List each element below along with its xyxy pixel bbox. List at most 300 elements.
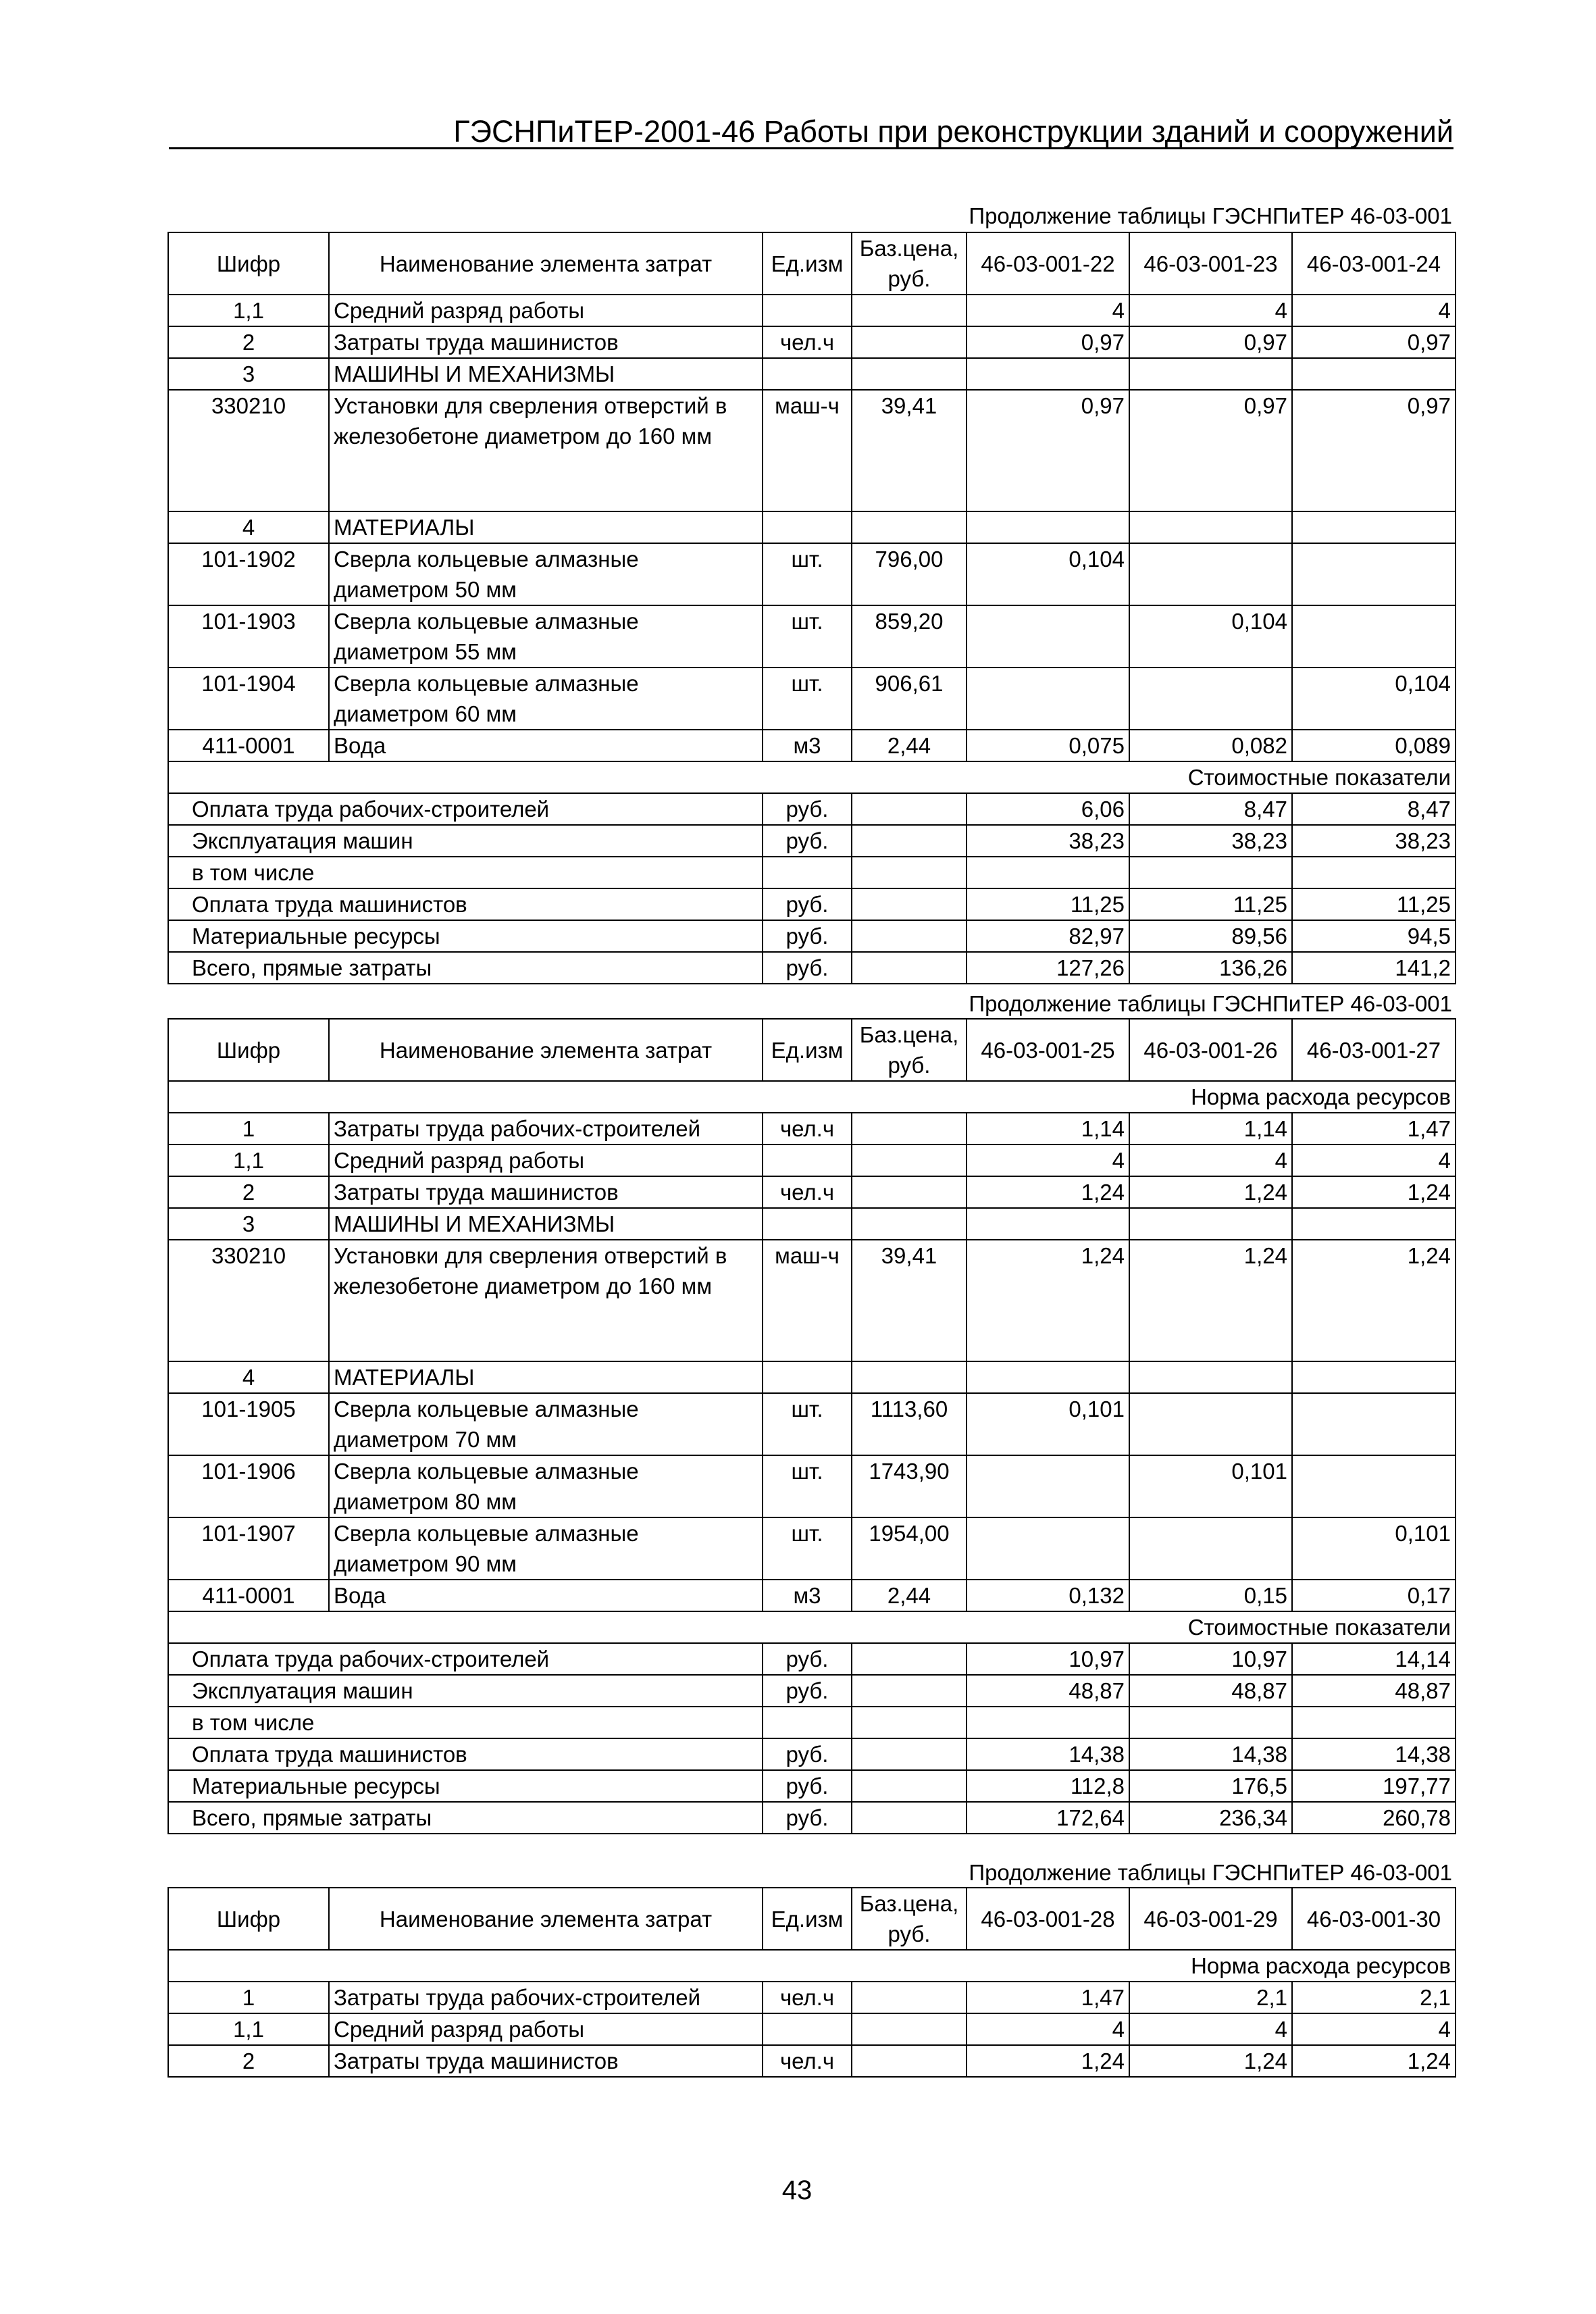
row-unit: [763, 2013, 852, 2045]
col-header-name: Наименование элемента затрат: [329, 232, 763, 295]
table-row: [168, 1517, 1456, 1580]
table-row: [168, 1580, 1456, 1611]
section-row: [168, 511, 1456, 543]
cost-label: Стоимостные показатели: [168, 1611, 1456, 1643]
row-base-price: 1113,60: [852, 1393, 967, 1455]
row-unit: [763, 1145, 852, 1176]
row-name: Сверла кольцевые алмазные диаметром 50 мм: [329, 543, 763, 605]
row-value-3: 4: [1292, 1145, 1456, 1176]
col-header-norm-3: 46-03-001-24: [1292, 232, 1456, 295]
row-base-price: 39,41: [852, 390, 967, 511]
row-value-3: [1292, 1455, 1456, 1517]
empty-cell: [852, 1675, 967, 1707]
row-value-3: 4: [1292, 295, 1456, 326]
summary-value-3: 94,5: [1292, 920, 1456, 952]
row-code: 101-1906: [168, 1455, 329, 1517]
row-base-price: [852, 2045, 967, 2077]
summary-value-3: [1292, 857, 1456, 888]
table-row: [168, 326, 1456, 358]
row-value-2: [1129, 1517, 1292, 1580]
section-title: МАШИНЫ И МЕХАНИЗМЫ: [329, 1208, 763, 1240]
row-value-2: 0,97: [1129, 390, 1292, 511]
summary-row: [168, 1707, 1456, 1738]
summary-row: [168, 825, 1456, 857]
summary-value-1: [967, 857, 1129, 888]
empty-cell: [967, 358, 1129, 390]
row-value-1: 1,14: [967, 1113, 1129, 1145]
col-header-name: Наименование элемента затрат: [329, 1019, 763, 1081]
empty-cell: [1292, 1361, 1456, 1393]
row-unit: м3: [763, 1580, 852, 1611]
section-row: [168, 358, 1456, 390]
running-header: ГЭСНПиТЕР-2001-46 Работы при реконструкции зданий и сооружений: [453, 114, 1453, 149]
row-name: Затраты труда рабочих-строителей: [329, 1982, 763, 2013]
row-code: 1: [168, 1982, 329, 2013]
row-code: 1,1: [168, 295, 329, 326]
summary-value-3: [1292, 1707, 1456, 1738]
empty-cell: [852, 793, 967, 825]
empty-cell: [852, 511, 967, 543]
row-value-1: 0,104: [967, 543, 1129, 605]
row-base-price: [852, 1145, 967, 1176]
row-value-1: [967, 1455, 1129, 1517]
row-unit: маш-ч: [763, 390, 852, 511]
row-unit: чел.ч: [763, 2045, 852, 2077]
row-value-1: 0,97: [967, 390, 1129, 511]
row-base-price: [852, 1982, 967, 2013]
row-base-price: 906,61: [852, 668, 967, 730]
table-row: [168, 1455, 1456, 1517]
row-code: 411-0001: [168, 730, 329, 761]
row-name: Установки для сверления отверстий в железобетоне диаметром до 160 мм: [329, 390, 763, 511]
row-name: Вода: [329, 1580, 763, 1611]
row-value-3: 1,24: [1292, 2045, 1456, 2077]
summary-row: [168, 920, 1456, 952]
summary-value-1: 48,87: [967, 1675, 1129, 1707]
summary-row: [168, 1738, 1456, 1770]
summary-label: Материальные ресурсы: [168, 1770, 763, 1802]
table-row: [168, 605, 1456, 668]
row-value-1: 0,101: [967, 1393, 1129, 1455]
col-header-unit: Ед.изм: [763, 232, 852, 295]
empty-cell: [852, 920, 967, 952]
row-base-price: [852, 295, 967, 326]
summary-label: Эксплуатация машин: [168, 1675, 763, 1707]
summary-label: Эксплуатация машин: [168, 825, 763, 857]
row-unit: м3: [763, 730, 852, 761]
row-code: 3: [168, 358, 329, 390]
row-value-1: 0,132: [967, 1580, 1129, 1611]
summary-label: Оплата труда рабочих-строителей: [168, 793, 763, 825]
row-code: 1: [168, 1113, 329, 1145]
row-name: Сверла кольцевые алмазные диаметром 70 мм: [329, 1393, 763, 1455]
summary-label: Всего, прямые затраты: [168, 1802, 763, 1834]
row-code: 2: [168, 1176, 329, 1208]
row-base-price: [852, 1176, 967, 1208]
row-base-price: 1954,00: [852, 1517, 967, 1580]
row-code: 330210: [168, 390, 329, 511]
row-value-3: 0,104: [1292, 668, 1456, 730]
row-value-2: 2,1: [1129, 1982, 1292, 2013]
summary-row: [168, 1802, 1456, 1834]
summary-row: [168, 857, 1456, 888]
col-header-norm-3: 46-03-001-27: [1292, 1019, 1456, 1081]
row-base-price: [852, 1113, 967, 1145]
row-value-2: 1,14: [1129, 1113, 1292, 1145]
table-row: [168, 1393, 1456, 1455]
row-value-1: 4: [967, 1145, 1129, 1176]
empty-cell: [1292, 1208, 1456, 1240]
row-value-2: 0,15: [1129, 1580, 1292, 1611]
row-unit: [763, 295, 852, 326]
summary-unit: руб.: [763, 1675, 852, 1707]
summary-label: Оплата труда машинистов: [168, 1738, 763, 1770]
row-unit: чел.ч: [763, 1982, 852, 2013]
resource-table: [168, 1018, 1456, 1834]
summary-value-2: 38,23: [1129, 825, 1292, 857]
row-value-2: 0,104: [1129, 605, 1292, 668]
table-row: [168, 2013, 1456, 2045]
empty-cell: [852, 1361, 967, 1393]
row-code: 101-1904: [168, 668, 329, 730]
col-header-code: Шифр: [168, 1019, 329, 1081]
row-unit: чел.ч: [763, 1176, 852, 1208]
empty-cell: [763, 1208, 852, 1240]
summary-row: [168, 793, 1456, 825]
empty-cell: [967, 1361, 1129, 1393]
col-header-price: Баз.цена, руб.: [852, 232, 967, 295]
row-name: Вода: [329, 730, 763, 761]
summary-value-2: 8,47: [1129, 793, 1292, 825]
summary-value-1: 38,23: [967, 825, 1129, 857]
col-header-norm-2: 46-03-001-26: [1129, 1019, 1292, 1081]
summary-value-2: 176,5: [1129, 1770, 1292, 1802]
empty-cell: [763, 358, 852, 390]
row-unit: шт.: [763, 1393, 852, 1455]
summary-value-1: 14,38: [967, 1738, 1129, 1770]
empty-cell: [852, 358, 967, 390]
row-value-2: 4: [1129, 1145, 1292, 1176]
table-row: [168, 1113, 1456, 1145]
row-unit: шт.: [763, 668, 852, 730]
row-name: Установки для сверления отверстий в железобетоне диаметром до 160 мм: [329, 1240, 763, 1361]
summary-value-3: 38,23: [1292, 825, 1456, 857]
row-value-3: 0,97: [1292, 390, 1456, 511]
row-name: Сверла кольцевые алмазные диаметром 55 мм: [329, 605, 763, 668]
norm-label: Норма расхода ресурсов: [168, 1081, 1456, 1113]
row-name: Затраты труда машинистов: [329, 1176, 763, 1208]
empty-cell: [852, 857, 967, 888]
summary-value-2: 14,38: [1129, 1738, 1292, 1770]
norm-label-row: [168, 1950, 1456, 1982]
norm-label-row: [168, 1081, 1456, 1113]
empty-cell: [852, 1738, 967, 1770]
row-value-2: [1129, 668, 1292, 730]
summary-unit: руб.: [763, 825, 852, 857]
summary-value-1: 172,64: [967, 1802, 1129, 1834]
summary-value-2: 10,97: [1129, 1643, 1292, 1675]
summary-value-3: 141,2: [1292, 952, 1456, 984]
summary-value-2: 236,34: [1129, 1802, 1292, 1834]
row-value-1: 1,24: [967, 1176, 1129, 1208]
summary-unit: руб.: [763, 920, 852, 952]
col-header-code: Шифр: [168, 232, 329, 295]
row-code: 101-1902: [168, 543, 329, 605]
section-title: МАТЕРИАЛЫ: [329, 1361, 763, 1393]
table-row: [168, 295, 1456, 326]
table-row: [168, 390, 1456, 511]
summary-unit: руб.: [763, 1802, 852, 1834]
row-name: Сверла кольцевые алмазные диаметром 90 мм: [329, 1517, 763, 1580]
row-value-1: [967, 605, 1129, 668]
summary-value-3: 14,38: [1292, 1738, 1456, 1770]
section-title: МАТЕРИАЛЫ: [329, 511, 763, 543]
row-value-2: 1,24: [1129, 2045, 1292, 2077]
page-number: 43: [781, 2175, 813, 2205]
summary-label: Оплата труда рабочих-строителей: [168, 1643, 763, 1675]
row-value-3: 0,97: [1292, 326, 1456, 358]
row-code: 1,1: [168, 1145, 329, 1176]
row-value-2: 4: [1129, 295, 1292, 326]
empty-cell: [967, 511, 1129, 543]
section-row: [168, 1361, 1456, 1393]
cost-label: Стоимостные показатели: [168, 761, 1456, 793]
col-header-code: Шифр: [168, 1888, 329, 1950]
header-row: [168, 232, 1456, 295]
summary-value-1: 127,26: [967, 952, 1129, 984]
row-unit: шт.: [763, 543, 852, 605]
row-code: 101-1905: [168, 1393, 329, 1455]
row-value-2: 0,082: [1129, 730, 1292, 761]
summary-value-3: 260,78: [1292, 1802, 1456, 1834]
summary-row: [168, 1643, 1456, 1675]
summary-unit: руб.: [763, 1770, 852, 1802]
header-row: [168, 1019, 1456, 1081]
row-value-1: 0,97: [967, 326, 1129, 358]
cost-label-row: [168, 761, 1456, 793]
row-base-price: 859,20: [852, 605, 967, 668]
table-row: [168, 1240, 1456, 1361]
row-value-3: [1292, 543, 1456, 605]
row-name: Средний разряд работы: [329, 2013, 763, 2045]
col-header-norm-3: 46-03-001-30: [1292, 1888, 1456, 1950]
row-code: 101-1907: [168, 1517, 329, 1580]
table-caption: Продолжение таблицы ГЭСНПиТЕР 46-03-001: [969, 203, 1452, 228]
empty-cell: [852, 825, 967, 857]
summary-value-1: 11,25: [967, 888, 1129, 920]
summary-label: Оплата труда машинистов: [168, 888, 763, 920]
empty-cell: [852, 1208, 967, 1240]
summary-row: [168, 1770, 1456, 1802]
summary-unit: руб.: [763, 1738, 852, 1770]
empty-cell: [852, 952, 967, 984]
row-value-3: 1,24: [1292, 1240, 1456, 1361]
row-code: 411-0001: [168, 1580, 329, 1611]
summary-row: [168, 952, 1456, 984]
col-header-price: Баз.цена, руб.: [852, 1888, 967, 1950]
row-unit: чел.ч: [763, 326, 852, 358]
empty-cell: [1129, 511, 1292, 543]
row-value-1: 1,24: [967, 1240, 1129, 1361]
row-value-3: 1,47: [1292, 1113, 1456, 1145]
summary-unit: руб.: [763, 952, 852, 984]
row-base-price: 796,00: [852, 543, 967, 605]
summary-unit: [763, 857, 852, 888]
summary-row: [168, 1675, 1456, 1707]
row-value-2: 1,24: [1129, 1240, 1292, 1361]
table-caption: Продолжение таблицы ГЭСНПиТЕР 46-03-001: [969, 1860, 1452, 1885]
row-code: 4: [168, 1361, 329, 1393]
row-name: Затраты труда машинистов: [329, 326, 763, 358]
col-header-unit: Ед.изм: [763, 1888, 852, 1950]
row-unit: чел.ч: [763, 1113, 852, 1145]
row-value-3: 0,101: [1292, 1517, 1456, 1580]
table-row: [168, 1176, 1456, 1208]
row-value-2: 4: [1129, 2013, 1292, 2045]
empty-cell: [1129, 1208, 1292, 1240]
summary-unit: руб.: [763, 888, 852, 920]
summary-value-2: 11,25: [1129, 888, 1292, 920]
summary-value-1: 112,8: [967, 1770, 1129, 1802]
row-code: 4: [168, 511, 329, 543]
row-value-3: 1,24: [1292, 1176, 1456, 1208]
empty-cell: [763, 1361, 852, 1393]
row-value-2: [1129, 543, 1292, 605]
row-unit: шт.: [763, 605, 852, 668]
section-row: [168, 1208, 1456, 1240]
row-value-3: 4: [1292, 2013, 1456, 2045]
summary-value-3: 14,14: [1292, 1643, 1456, 1675]
row-value-1: 4: [967, 295, 1129, 326]
row-base-price: [852, 2013, 967, 2045]
row-value-1: 1,24: [967, 2045, 1129, 2077]
table-caption: Продолжение таблицы ГЭСНПиТЕР 46-03-001: [969, 991, 1452, 1016]
summary-value-3: 48,87: [1292, 1675, 1456, 1707]
row-base-price: 1743,90: [852, 1455, 967, 1517]
row-value-3: 2,1: [1292, 1982, 1456, 2013]
empty-cell: [967, 1208, 1129, 1240]
summary-label: Материальные ресурсы: [168, 920, 763, 952]
summary-value-3: 197,77: [1292, 1770, 1456, 1802]
summary-value-1: [967, 1707, 1129, 1738]
empty-cell: [852, 1802, 967, 1834]
row-code: 3: [168, 1208, 329, 1240]
row-value-3: [1292, 1393, 1456, 1455]
summary-value-3: 11,25: [1292, 888, 1456, 920]
empty-cell: [1129, 358, 1292, 390]
summary-row: [168, 888, 1456, 920]
row-value-2: 0,97: [1129, 326, 1292, 358]
row-name: Средний разряд работы: [329, 295, 763, 326]
row-value-2: [1129, 1393, 1292, 1455]
summary-unit: руб.: [763, 793, 852, 825]
row-value-3: [1292, 605, 1456, 668]
col-header-norm-1: 46-03-001-22: [967, 232, 1129, 295]
summary-value-2: 136,26: [1129, 952, 1292, 984]
table-row: [168, 1145, 1456, 1176]
row-value-1: 1,47: [967, 1982, 1129, 2013]
col-header-price: Баз.цена, руб.: [852, 1019, 967, 1081]
row-name: Затраты труда машинистов: [329, 2045, 763, 2077]
col-header-name: Наименование элемента затрат: [329, 1888, 763, 1950]
header-rule: [169, 147, 1453, 149]
empty-cell: [852, 888, 967, 920]
row-base-price: 39,41: [852, 1240, 967, 1361]
row-code: 2: [168, 2045, 329, 2077]
summary-value-3: 8,47: [1292, 793, 1456, 825]
table-row: [168, 543, 1456, 605]
header-row: [168, 1888, 1456, 1950]
row-unit: маш-ч: [763, 1240, 852, 1361]
section-title: МАШИНЫ И МЕХАНИЗМЫ: [329, 358, 763, 390]
row-code: 1,1: [168, 2013, 329, 2045]
empty-cell: [1129, 1361, 1292, 1393]
table-row: [168, 730, 1456, 761]
resource-table: [168, 1887, 1456, 2078]
summary-unit: руб.: [763, 1643, 852, 1675]
row-code: 101-1903: [168, 605, 329, 668]
norm-label: Норма расхода ресурсов: [168, 1950, 1456, 1982]
row-name: Сверла кольцевые алмазные диаметром 80 мм: [329, 1455, 763, 1517]
row-value-1: [967, 1517, 1129, 1580]
empty-cell: [852, 1643, 967, 1675]
table-row: [168, 1982, 1456, 2013]
summary-value-2: 89,56: [1129, 920, 1292, 952]
row-value-2: 1,24: [1129, 1176, 1292, 1208]
row-name: Затраты труда рабочих-строителей: [329, 1113, 763, 1145]
col-header-norm-2: 46-03-001-23: [1129, 232, 1292, 295]
row-value-1: 4: [967, 2013, 1129, 2045]
row-name: Средний разряд работы: [329, 1145, 763, 1176]
row-unit: шт.: [763, 1455, 852, 1517]
table-row: [168, 2045, 1456, 2077]
empty-cell: [852, 1770, 967, 1802]
row-value-2: 0,101: [1129, 1455, 1292, 1517]
empty-cell: [1292, 358, 1456, 390]
empty-cell: [763, 511, 852, 543]
summary-value-2: 48,87: [1129, 1675, 1292, 1707]
summary-value-1: 82,97: [967, 920, 1129, 952]
row-value-1: 0,075: [967, 730, 1129, 761]
row-unit: шт.: [763, 1517, 852, 1580]
row-base-price: 2,44: [852, 730, 967, 761]
col-header-unit: Ед.изм: [763, 1019, 852, 1081]
summary-value-1: 10,97: [967, 1643, 1129, 1675]
summary-label: в том числе: [168, 857, 763, 888]
row-code: 2: [168, 326, 329, 358]
empty-cell: [1292, 511, 1456, 543]
row-name: Сверла кольцевые алмазные диаметром 60 мм: [329, 668, 763, 730]
summary-value-2: [1129, 1707, 1292, 1738]
row-value-3: 0,089: [1292, 730, 1456, 761]
summary-label: Всего, прямые затраты: [168, 952, 763, 984]
table-row: [168, 668, 1456, 730]
row-code: 330210: [168, 1240, 329, 1361]
resource-table: [168, 232, 1456, 984]
summary-value-1: 6,06: [967, 793, 1129, 825]
summary-unit: [763, 1707, 852, 1738]
col-header-norm-2: 46-03-001-29: [1129, 1888, 1292, 1950]
col-header-norm-1: 46-03-001-25: [967, 1019, 1129, 1081]
row-base-price: [852, 326, 967, 358]
row-value-1: [967, 668, 1129, 730]
summary-value-2: [1129, 857, 1292, 888]
cost-label-row: [168, 1611, 1456, 1643]
empty-cell: [852, 1707, 967, 1738]
summary-label: в том числе: [168, 1707, 763, 1738]
row-base-price: 2,44: [852, 1580, 967, 1611]
col-header-norm-1: 46-03-001-28: [967, 1888, 1129, 1950]
